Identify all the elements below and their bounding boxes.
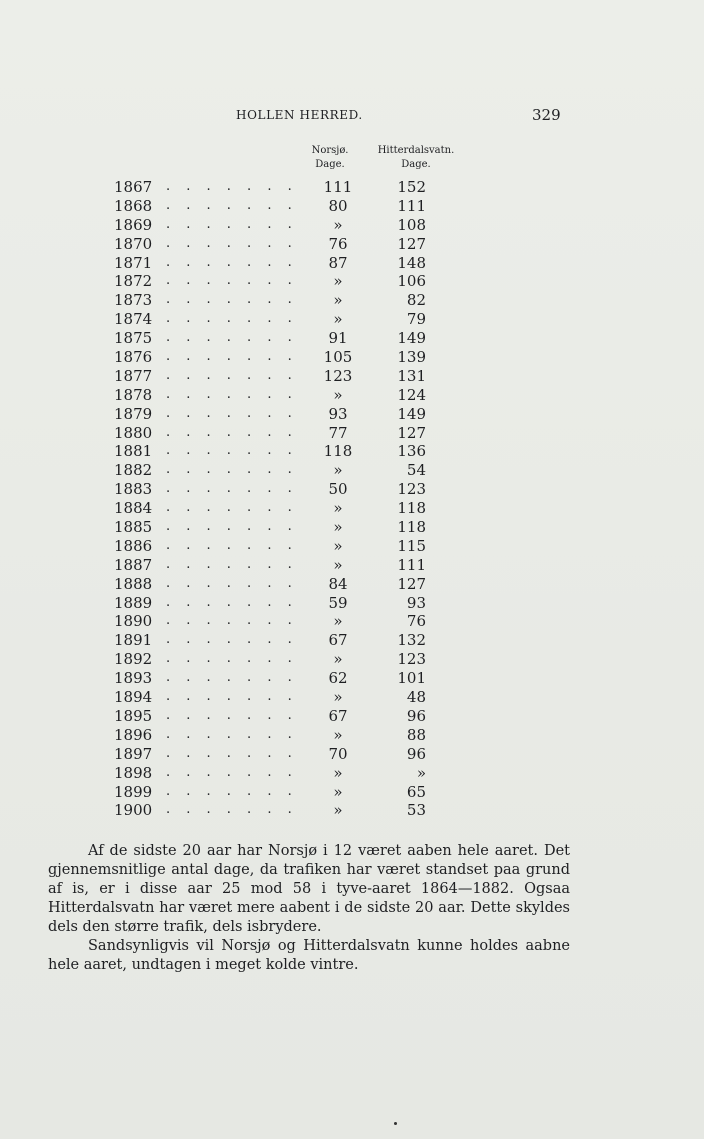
- table-row: [114, 310, 444, 329]
- year-cell: 1879: [114, 404, 153, 423]
- year-cell: 1898: [114, 763, 153, 782]
- hitterdalsvatn-days-cell: 123: [397, 480, 426, 499]
- year-cell: 1868: [114, 196, 153, 215]
- leader-dots: . . . . . . .: [166, 689, 298, 705]
- norsjo-days-cell: 93: [328, 404, 348, 423]
- table-row: [114, 329, 444, 348]
- column-header-norsjo-unit: Dage.: [315, 159, 345, 170]
- norsjo-days-cell: »: [333, 291, 343, 310]
- norsjo-days-cell: »: [333, 763, 343, 782]
- hitterdalsvatn-days-cell: 136: [397, 442, 426, 461]
- norsjo-days-cell: 118: [323, 442, 353, 461]
- norsjo-days-cell: 123: [323, 366, 353, 385]
- table-row: [114, 178, 444, 197]
- norsjo-days-cell: 87: [328, 253, 348, 272]
- table-row: [114, 783, 444, 802]
- norsjo-days-cell: 111: [323, 178, 353, 196]
- leader-dots: . . . . . . .: [166, 367, 298, 383]
- year-cell: 1896: [114, 725, 153, 744]
- table-row: [114, 367, 444, 386]
- leader-dots: . . . . . . .: [166, 670, 298, 686]
- table-row: [114, 197, 444, 216]
- year-cell: 1873: [114, 291, 153, 310]
- leader-dots: . . . . . . .: [166, 707, 298, 723]
- year-cell: 1885: [114, 518, 153, 537]
- year-cell: 1897: [114, 744, 153, 763]
- table-row: [114, 461, 444, 480]
- hitterdalsvatn-days-cell: 53: [406, 801, 426, 820]
- running-head: HOLLEN HERRED.: [236, 108, 363, 122]
- hitterdalsvatn-days-cell: 88: [406, 725, 426, 744]
- leader-dots: . . . . . . .: [166, 273, 298, 289]
- hitterdalsvatn-days-cell: 82: [406, 291, 426, 310]
- year-cell: 1891: [114, 631, 153, 650]
- norsjo-days-cell: 76: [328, 234, 348, 253]
- table-row: [114, 612, 444, 631]
- table-row: [114, 405, 444, 424]
- leader-dots: . . . . . . .: [166, 556, 298, 572]
- column-header-norsjo: [302, 144, 358, 172]
- table-row: [114, 254, 444, 273]
- paragraph: Af de sidste 20 aar har Norsjø i 12 været aaben hele aaret. Det gjennemsnitlige antal dage, da trafiken har været standset paa grund af is, er i disse aar 25 mod 58 i tyve-aaret 1864—1882. Ogsaa Hitterdalsvatn har været mere aabent i de sidste 20 aar. Dette skyldes dels den større trafik, dels isbrydere.: [48, 843, 570, 935]
- leader-dots: . . . . . . .: [166, 575, 298, 591]
- hitterdalsvatn-days-cell: 127: [397, 234, 426, 253]
- hitterdalsvatn-days-cell: 152: [397, 178, 426, 196]
- year-cell: 1878: [114, 385, 153, 404]
- column-header-hitterdalsvatn-title: Hitterdalsvatn.: [377, 145, 455, 156]
- leader-dots: . . . . . . .: [166, 386, 298, 402]
- year-cell: 1884: [114, 499, 153, 518]
- hitterdalsvatn-days-cell: 124: [397, 385, 426, 404]
- table-row: [114, 386, 444, 405]
- table-row: [114, 575, 444, 594]
- norsjo-days-cell: »: [333, 272, 343, 291]
- leader-dots: . . . . . . .: [166, 613, 298, 629]
- leader-dots: . . . . . . .: [166, 764, 298, 780]
- leader-dots: . . . . . . .: [166, 235, 298, 251]
- year-cell: 1881: [114, 442, 153, 461]
- hitterdalsvatn-days-cell: 65: [406, 782, 426, 801]
- table-row: [114, 480, 444, 499]
- norsjo-days-cell: »: [333, 215, 343, 234]
- table-row: [114, 537, 444, 556]
- hitterdalsvatn-days-cell: 139: [397, 348, 426, 367]
- year-cell: 1888: [114, 574, 153, 593]
- hitterdalsvatn-days-cell: 149: [397, 404, 426, 423]
- year-cell: 1880: [114, 423, 153, 442]
- leader-dots: . . . . . . .: [166, 500, 298, 516]
- leader-dots: . . . . . . .: [166, 349, 298, 365]
- hitterdalsvatn-days-cell: 131: [397, 366, 426, 385]
- table-row: [114, 594, 444, 613]
- norsjo-days-cell: 91: [328, 329, 348, 348]
- year-cell: 1899: [114, 782, 153, 801]
- hitterdalsvatn-days-cell: 123: [397, 650, 426, 669]
- leader-dots: . . . . . . .: [166, 254, 298, 270]
- leader-dots: . . . . . . .: [166, 726, 298, 742]
- body-text: [48, 842, 570, 975]
- table-row: [114, 764, 444, 783]
- table-row: [114, 442, 444, 461]
- norsjo-days-cell: 80: [328, 196, 348, 215]
- leader-dots: . . . . . . .: [166, 216, 298, 232]
- norsjo-days-cell: »: [333, 310, 343, 329]
- ice-days-table: [114, 178, 444, 820]
- hitterdalsvatn-days-cell: 108: [397, 215, 426, 234]
- table-row: [114, 499, 444, 518]
- table-row: [114, 272, 444, 291]
- hitterdalsvatn-days-cell: 96: [406, 706, 426, 725]
- norsjo-days-cell: 50: [328, 480, 348, 499]
- norsjo-days-cell: 62: [328, 669, 348, 688]
- hitterdalsvatn-days-cell: 111: [397, 555, 426, 574]
- table-row: [114, 650, 444, 669]
- norsjo-days-cell: »: [333, 801, 343, 820]
- hitterdalsvatn-days-cell: 115: [397, 536, 426, 555]
- table-row: [114, 518, 444, 537]
- year-cell: 1869: [114, 215, 153, 234]
- column-header-hitterdalsvatn: [368, 144, 464, 172]
- year-cell: 1876: [114, 348, 153, 367]
- hitterdalsvatn-days-cell: 93: [406, 593, 426, 612]
- hitterdalsvatn-days-cell: 101: [397, 669, 426, 688]
- norsjo-days-cell: »: [333, 725, 343, 744]
- year-cell: 1874: [114, 310, 153, 329]
- norsjo-days-cell: »: [333, 499, 343, 518]
- norsjo-days-cell: »: [333, 650, 343, 669]
- norsjo-days-cell: 59: [328, 593, 348, 612]
- year-cell: 1882: [114, 461, 153, 480]
- year-cell: 1886: [114, 536, 153, 555]
- hitterdalsvatn-days-cell: 106: [397, 272, 426, 291]
- hitterdalsvatn-days-cell: 111: [397, 196, 426, 215]
- year-cell: 1890: [114, 612, 153, 631]
- leader-dots: . . . . . . .: [166, 330, 298, 346]
- leader-dots: . . . . . . .: [166, 443, 298, 459]
- leader-dots: . . . . . . .: [166, 405, 298, 421]
- norsjo-days-cell: »: [333, 385, 343, 404]
- norsjo-days-cell: 67: [328, 706, 348, 725]
- leader-dots: . . . . . . .: [166, 537, 298, 553]
- table-row: [114, 631, 444, 650]
- hitterdalsvatn-days-cell: 148: [397, 253, 426, 272]
- table-row: [114, 424, 444, 443]
- year-cell: 1900: [114, 801, 153, 820]
- norsjo-days-cell: 67: [328, 631, 348, 650]
- norsjo-days-cell: »: [333, 782, 343, 801]
- leader-dots: . . . . . . .: [166, 802, 298, 818]
- norsjo-days-cell: »: [333, 518, 343, 537]
- norsjo-days-cell: 70: [328, 744, 348, 763]
- hitterdalsvatn-days-cell: 76: [406, 612, 426, 631]
- year-cell: 1872: [114, 272, 153, 291]
- hitterdalsvatn-days-cell: »: [416, 763, 426, 782]
- hitterdalsvatn-days-cell: 96: [406, 744, 426, 763]
- hitterdalsvatn-days-cell: 48: [406, 688, 426, 707]
- year-cell: 1889: [114, 593, 153, 612]
- hitterdalsvatn-days-cell: 54: [406, 461, 426, 480]
- leader-dots: . . . . . . .: [166, 632, 298, 648]
- leader-dots: . . . . . . .: [166, 783, 298, 799]
- page-number: 329: [532, 106, 561, 124]
- leader-dots: . . . . . . .: [166, 651, 298, 667]
- year-cell: 1875: [114, 329, 153, 348]
- leader-dots: . . . . . . .: [166, 179, 298, 194]
- norsjo-days-cell: 77: [328, 423, 348, 442]
- norsjo-days-cell: »: [333, 612, 343, 631]
- year-cell: 1883: [114, 480, 153, 499]
- norsjo-days-cell: »: [333, 688, 343, 707]
- norsjo-days-cell: »: [333, 461, 343, 480]
- year-cell: 1867: [114, 178, 153, 196]
- norsjo-days-cell: »: [333, 555, 343, 574]
- leader-dots: . . . . . . .: [166, 462, 298, 478]
- leader-dots: . . . . . . .: [166, 311, 298, 327]
- table-row: [114, 726, 444, 745]
- table-row: [114, 688, 444, 707]
- hitterdalsvatn-days-cell: 127: [397, 574, 426, 593]
- hitterdalsvatn-days-cell: 118: [397, 518, 426, 537]
- hitterdalsvatn-days-cell: 132: [397, 631, 426, 650]
- leader-dots: . . . . . . .: [166, 594, 298, 610]
- norsjo-days-cell: 105: [323, 348, 353, 367]
- table-row: [114, 801, 444, 820]
- table-row: [114, 216, 444, 235]
- table-row: [114, 556, 444, 575]
- table-row: [114, 348, 444, 367]
- leader-dots: . . . . . . .: [166, 292, 298, 308]
- table-row: [114, 669, 444, 688]
- year-cell: 1895: [114, 706, 153, 725]
- leader-dots: . . . . . . .: [166, 481, 298, 497]
- norsjo-days-cell: »: [333, 536, 343, 555]
- year-cell: 1871: [114, 253, 153, 272]
- year-cell: 1893: [114, 669, 153, 688]
- leader-dots: . . . . . . .: [166, 424, 298, 440]
- hitterdalsvatn-days-cell: 118: [397, 499, 426, 518]
- year-cell: 1892: [114, 650, 153, 669]
- norsjo-days-cell: 84: [328, 574, 348, 593]
- leader-dots: . . . . . . .: [166, 519, 298, 535]
- year-cell: 1870: [114, 234, 153, 253]
- hitterdalsvatn-days-cell: 127: [397, 423, 426, 442]
- table-row: [114, 291, 444, 310]
- leader-dots: . . . . . . .: [166, 745, 298, 761]
- paragraph: Sandsynligvis vil Norsjø og Hitterdalsvatn kunne holdes aabne hele aaret, undtagen i meget kolde vintre.: [48, 938, 570, 973]
- ink-mark: [394, 1122, 397, 1125]
- hitterdalsvatn-days-cell: 149: [397, 329, 426, 348]
- column-header-norsjo-title: Norsjø.: [311, 145, 349, 156]
- table-row: [114, 235, 444, 254]
- year-cell: 1877: [114, 366, 153, 385]
- hitterdalsvatn-days-cell: 79: [406, 310, 426, 329]
- column-header-hitterdalsvatn-unit: Dage.: [401, 159, 431, 170]
- year-cell: 1887: [114, 555, 153, 574]
- table-row: [114, 745, 444, 764]
- year-cell: 1894: [114, 688, 153, 707]
- table-row: [114, 707, 444, 726]
- leader-dots: . . . . . . .: [166, 197, 298, 213]
